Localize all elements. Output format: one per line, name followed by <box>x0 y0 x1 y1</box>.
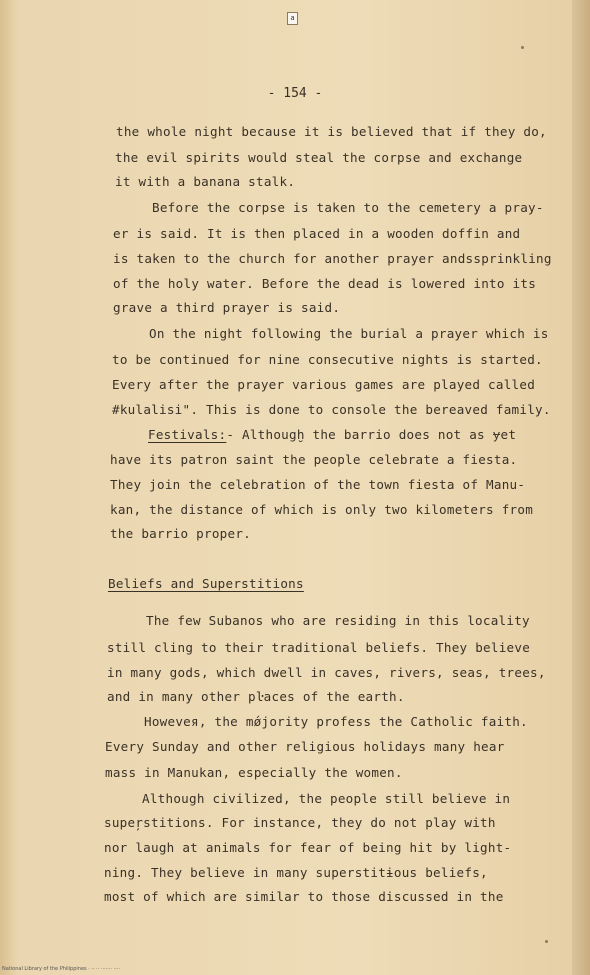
text-line: Every after the prayer various games are played called <box>112 377 536 392</box>
page-edge <box>572 0 590 975</box>
archive-tag: a <box>287 12 298 25</box>
text-line: in many gods, which dwell in caves, rivers, seas, trees, <box>107 665 546 680</box>
text-line: to be continued for nine consecutive nights is started. <box>112 352 543 367</box>
text-line: Although civilized, the people still believe in <box>142 791 511 806</box>
scan-footer: National Library of the Philippines · ·· ·· ······· ···· <box>2 966 121 972</box>
festivals-heading: Festivals: <box>148 427 227 442</box>
text-line: supeŗstitions. For instance, they do not play with <box>104 815 496 830</box>
text-line: kan, the distance of which is only two kilometers from <box>110 502 534 517</box>
paper-speck <box>521 46 524 49</box>
text-line: er is said. It is then placed in a wooden doffin and <box>113 226 521 241</box>
text-line: still cling to their traditional beliefs. They believe <box>107 640 531 655</box>
text-line: They join the celebration of the town fiesta of Manu- <box>110 477 526 492</box>
festivals-text: - Althougḫ the barrio does not as ɏet <box>226 427 517 442</box>
text-line: mass in Manukan, especially the women. <box>105 765 403 780</box>
text-line: The few Subanos who are residing in this locality <box>146 613 530 628</box>
text-line: it with a banana stalk. <box>115 174 296 189</box>
text-line: of the holy water. Before the dead is lowered into its <box>113 276 537 291</box>
festivals-line <box>148 427 516 443</box>
text-line: Before the corpse is taken to the cemetery a pray- <box>152 200 544 215</box>
text-line: Howeveя, the mǿjority profess the Catholic faith. <box>144 714 528 729</box>
text-line: and in many other pŀaces of the earth. <box>107 689 405 704</box>
text-line: On the night following the burial a prayer which is <box>149 326 549 341</box>
page-number: - 154 - <box>267 86 323 101</box>
section-heading: Beliefs and Superstitions <box>108 576 304 591</box>
paper-speck <box>545 940 548 943</box>
text-line: Every Sunday and other religious holidays many hear <box>105 739 505 754</box>
text-line: is taken to the church for another prayer andssprinkling <box>113 251 552 266</box>
text-line: nor laugh at animals for fear of being hit by light- <box>104 840 512 855</box>
text-line: #kulalisi". This is done to console the bereaved family. <box>112 402 551 417</box>
text-line: grave a third prayer is said. <box>113 300 341 315</box>
text-line: most of which are similar to those discussed in the <box>104 889 504 904</box>
text-line: the evil spirits would steal the corpse and exchange <box>115 150 523 165</box>
text-line: the whole night because it is believed that if they do, <box>116 124 547 139</box>
text-line: have its patron saint the people celebrate a fiesta. <box>110 452 518 467</box>
text-line: the barrio proper. <box>110 526 252 541</box>
text-line: ning. They believe in many superstitɨous beliefs, <box>104 865 488 880</box>
